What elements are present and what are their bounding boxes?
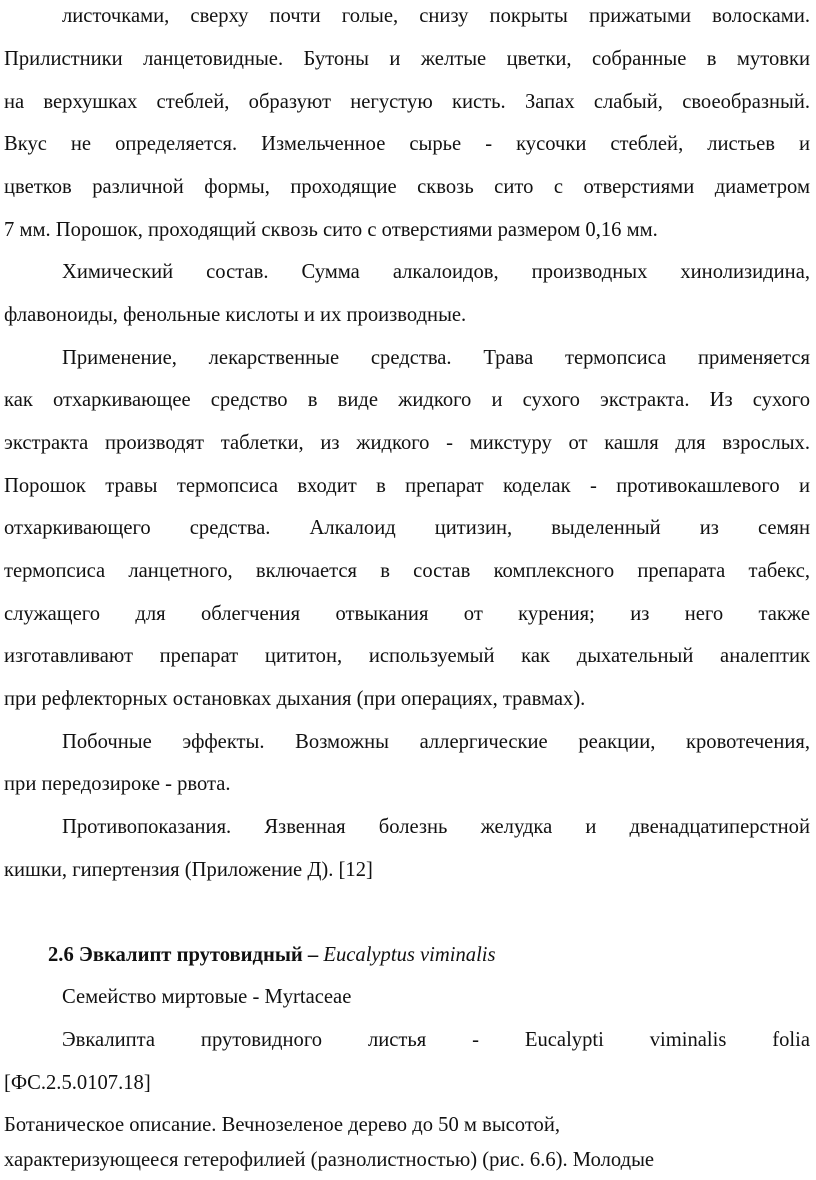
botanical-line: Ботаническое описание. Вечнозеленое дерево до 50 м высотой, bbox=[4, 1114, 561, 1136]
text-line: Химический состав. Сумма алкалоидов, производных хинолизидина, bbox=[62, 261, 810, 283]
botanical-line: характеризующееся гетерофилией (разнолистностью) (рис. 6.6). Молодые bbox=[4, 1149, 655, 1171]
text-line: кишки, гипертензия (Приложение Д). [12] bbox=[4, 859, 373, 881]
text-line: Противопоказания. Язвенная болезнь желудка и двенадцатиперстной bbox=[62, 816, 810, 838]
text-line: 7 мм. Порошок, проходящий сквозь сито с отверстиями размером 0,16 мм. bbox=[4, 219, 658, 241]
text-line: служащего для облегчения отвыкания от курения; из него также bbox=[4, 603, 810, 625]
text-line: изготавливают препарат цититон, используемый как дыхательный аналептик bbox=[4, 645, 810, 667]
text-line: термопсиса ланцетного, включается в состав комплексного препарата табекс, bbox=[4, 560, 810, 582]
section-title-latin: Eucalyptus viminalis bbox=[323, 944, 496, 966]
text-line: Порошок травы термопсиса входит в препарат коделак - противокашлевого и bbox=[4, 475, 810, 497]
raw-material-code: [ФС.2.5.0107.18] bbox=[4, 1072, 151, 1094]
text-line: Вкус не определяется. Измельченное сырье - кусочки стеблей, листьев и bbox=[4, 133, 810, 155]
text-line: экстракта производят таблетки, из жидкого - микстуру от кашля для взрослых. bbox=[4, 432, 810, 454]
text-line: цветков различной формы, проходящие сквозь сито с отверстиями диаметром bbox=[4, 176, 810, 198]
text-line: при рефлекторных остановках дыхания (при операциях, травмах). bbox=[4, 688, 586, 710]
section-number: 2.6 bbox=[48, 944, 74, 966]
text-line: на верхушках стеблей, образуют негустую кисть. Запах слабый, своеобразный. bbox=[4, 91, 810, 113]
family-line: Семейство миртовые - Myrtaceae bbox=[62, 986, 352, 1008]
text-line: листочками, сверху почти голые, снизу покрыты прижатыми волосками. bbox=[62, 5, 810, 27]
text-line: Применение, лекарственные средства. Трава термопсиса применяется bbox=[62, 347, 810, 369]
text-line: флавоноиды, фенольные кислоты и их производные. bbox=[4, 304, 467, 326]
text-line: как отхаркивающее средство в виде жидкого и сухого экстракта. Из сухого bbox=[4, 389, 810, 411]
text-line: Прилистники ланцетовидные. Бутоны и желтые цветки, собранные в мутовки bbox=[4, 48, 810, 70]
text-line: Побочные эффекты. Возможны аллергические реакции, кровотечения, bbox=[62, 731, 810, 753]
section-heading bbox=[48, 941, 748, 969]
raw-material-line: Эвкалипта прутовидного листья - Eucalypti viminalis folia bbox=[62, 1029, 810, 1051]
text-line: при передозироке - рвота. bbox=[4, 773, 231, 795]
text-line: отхаркивающего средства. Алкалоид цитизин, выделенный из семян bbox=[4, 517, 810, 539]
section-title-ru: Эвкалипт прутовидный – bbox=[78, 944, 319, 966]
